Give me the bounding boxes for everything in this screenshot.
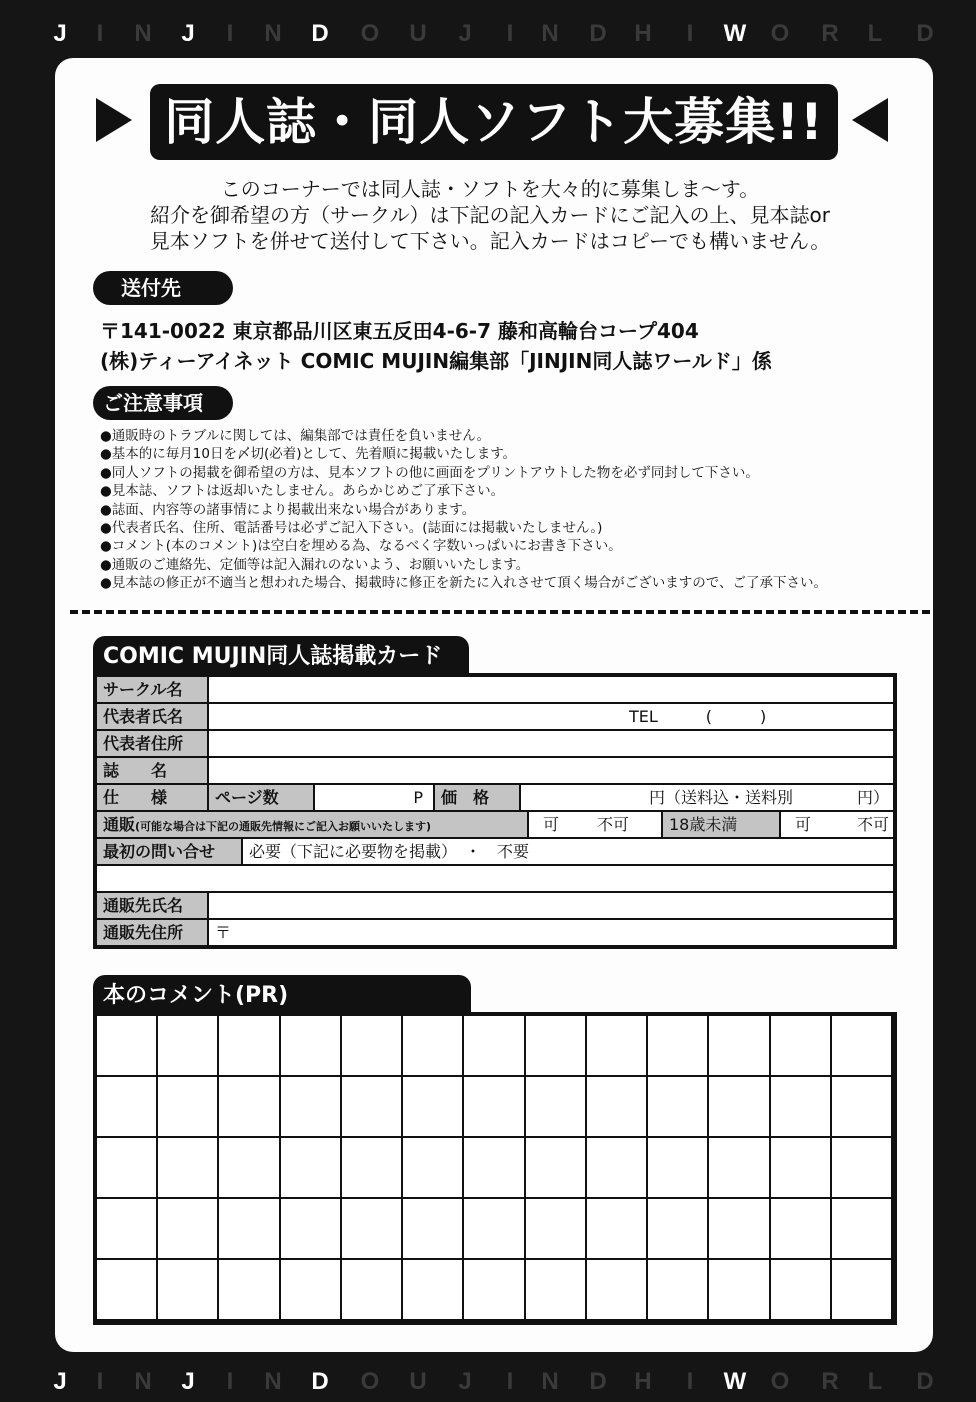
comment-cell[interactable] <box>97 1016 158 1077</box>
comment-cell[interactable] <box>158 1260 219 1321</box>
comment-cell[interactable] <box>832 1077 893 1138</box>
label-circle: サークル名 <box>97 677 209 702</box>
comment-cell[interactable] <box>832 1199 893 1260</box>
band-letter: N <box>264 20 282 47</box>
triangle-left-icon <box>852 98 888 142</box>
comment-cell[interactable] <box>219 1199 280 1260</box>
band-letter: I <box>686 1368 694 1395</box>
comment-cell[interactable] <box>709 1260 770 1321</box>
band-letter: O <box>360 1368 380 1395</box>
comment-grid[interactable] <box>93 1012 897 1325</box>
comment-cell[interactable] <box>648 1077 709 1138</box>
band-letter: O <box>770 1368 790 1395</box>
card-title: COMIC MUJIN同人誌掲載カード <box>93 636 469 676</box>
band-letter: I <box>96 1368 104 1395</box>
price-field[interactable]: 円（送料込・送料別 円） <box>648 788 889 807</box>
comment-cell[interactable] <box>158 1016 219 1077</box>
band-letter: D <box>311 20 329 47</box>
band-letter: N <box>541 1368 559 1395</box>
comment-cell[interactable] <box>648 1016 709 1077</box>
band-letter: I <box>226 1368 234 1395</box>
comment-cell[interactable] <box>97 1077 158 1138</box>
comment-cell[interactable] <box>464 1199 525 1260</box>
band-letter: N <box>134 1368 152 1395</box>
comment-cell[interactable] <box>648 1199 709 1260</box>
comment-cell[interactable] <box>464 1016 525 1077</box>
comment-cell[interactable] <box>648 1260 709 1321</box>
band-letter: L <box>867 20 883 47</box>
comment-cell[interactable] <box>526 1260 587 1321</box>
comment-cell[interactable] <box>342 1199 403 1260</box>
band-letter: H <box>634 1368 652 1395</box>
band-letter: R <box>821 1368 839 1395</box>
band-letter: I <box>96 20 104 47</box>
note-item: ●通販時のトラブルに関しては、編集部では責任を負いません。 <box>100 428 491 444</box>
band-letter: J <box>181 1368 195 1395</box>
intro-line: 紹介を御希望の方（サークル）は下記の記入カードにご記入の上、見本誌or <box>150 203 830 227</box>
pages-field[interactable]: P <box>315 785 435 810</box>
label-under-18: 18歳未満 <box>663 812 781 837</box>
ship-name-field[interactable] <box>209 893 893 918</box>
band-letter: O <box>360 20 380 47</box>
circle-field[interactable] <box>209 677 893 702</box>
comment-cell[interactable] <box>709 1077 770 1138</box>
band-letter: H <box>634 20 652 47</box>
address-line: 〒141-0022 東京都品川区東五反田4-6-7 藤和高輪台コープ404 <box>100 319 699 343</box>
comment-cell[interactable] <box>219 1077 280 1138</box>
label-rep-name: 代表者氏名 <box>97 704 209 729</box>
note-item: ●見本誌の修正が不適当と想われた場合、掲載時に修正を新たに入れさせて頂く場合がございますので、ご了承下さい。 <box>100 575 828 592</box>
mail-label: 通販 <box>103 815 136 834</box>
label-inquiry: 最初の問い合せ <box>97 839 243 864</box>
note-item: ●通販のご連絡先、定価等は記入漏れのないよう、お願いいたします。 <box>100 556 530 573</box>
comment-cell[interactable] <box>771 1016 832 1077</box>
rep-name-field[interactable]: TEL ( ) <box>629 707 767 726</box>
band-letter: W <box>723 20 747 47</box>
comment-cell[interactable] <box>403 1199 464 1260</box>
inquiry-detail-field[interactable] <box>97 866 893 891</box>
ng-option: 不可 <box>597 815 630 834</box>
comment-cell[interactable] <box>526 1016 587 1077</box>
band-letter: D <box>916 20 934 47</box>
header-letter-band <box>0 14 976 54</box>
comment-cell[interactable] <box>281 1138 342 1199</box>
band-letter: D <box>589 20 607 47</box>
comment-cell[interactable] <box>342 1138 403 1199</box>
band-letter: I <box>686 20 694 47</box>
comment-cell[interactable] <box>464 1138 525 1199</box>
band-letter: D <box>589 1368 607 1395</box>
band-letter: J <box>53 1368 67 1395</box>
book-field[interactable] <box>209 758 893 783</box>
comment-cell[interactable] <box>281 1260 342 1321</box>
page-title: 同人誌・同人ソフト大募集!! <box>150 84 838 160</box>
comment-cell[interactable] <box>587 1199 648 1260</box>
comment-cell[interactable] <box>158 1199 219 1260</box>
comment-cell[interactable] <box>709 1199 770 1260</box>
band-letter: J <box>181 20 195 47</box>
comment-title: 本のコメント(PR) <box>93 975 471 1015</box>
label-price: 価 格 <box>435 785 521 810</box>
note-item: ●コメント(本のコメント)は空白を埋める為、なるべく字数いっぱいにお書き下さい。 <box>100 538 622 555</box>
band-letter: I <box>506 1368 514 1395</box>
comment-cell[interactable] <box>648 1138 709 1199</box>
band-letter: D <box>916 1368 934 1395</box>
band-letter: W <box>723 1368 747 1395</box>
label-spec: 仕 様 <box>97 785 209 810</box>
intro-text <box>100 176 880 254</box>
band-letter: J <box>53 20 67 47</box>
band-letter: N <box>264 1368 282 1395</box>
comment-cell[interactable] <box>403 1138 464 1199</box>
comment-cell[interactable] <box>771 1260 832 1321</box>
ship-address-field[interactable]: 〒 <box>215 923 232 942</box>
comment-cell[interactable] <box>587 1138 648 1199</box>
under-18-option[interactable] <box>781 812 893 837</box>
band-letter: J <box>458 1368 472 1395</box>
band-letter: N <box>541 20 559 47</box>
band-letter: D <box>311 1368 329 1395</box>
ok-option: 可 <box>543 815 560 834</box>
mail-option[interactable] <box>529 812 663 837</box>
comment-cell[interactable] <box>464 1077 525 1138</box>
comment-cell[interactable] <box>281 1016 342 1077</box>
mail-note: (可能な場合は下記の通販先情報にご記入お願いいたします) <box>135 820 432 833</box>
comment-cell[interactable] <box>281 1077 342 1138</box>
note-item: ●基本的に毎月10日を〆切(必着)として、先着順に掲載いたします。 <box>100 446 517 463</box>
comment-cell[interactable] <box>403 1260 464 1321</box>
note-item: ●誌面、内容等の諸事情により掲載出来ない場合があります。 <box>100 501 476 518</box>
recipient-line: (株)ティーアイネット COMIC MUJIN編集部「JINJIN同人誌ワールド」係 <box>100 349 772 373</box>
label-ship-name: 通販先氏名 <box>97 893 209 918</box>
comment-cell[interactable] <box>219 1260 280 1321</box>
comment-cell[interactable] <box>403 1016 464 1077</box>
comment-cell[interactable] <box>97 1199 158 1260</box>
comment-cell[interactable] <box>771 1138 832 1199</box>
band-letter: I <box>506 20 514 47</box>
comment-cell[interactable] <box>97 1260 158 1321</box>
comment-cell[interactable] <box>158 1138 219 1199</box>
comment-cell[interactable] <box>158 1077 219 1138</box>
band-letter: U <box>409 1368 427 1395</box>
label-rep-address: 代表者住所 <box>97 731 209 756</box>
comment-cell[interactable] <box>403 1077 464 1138</box>
footer-letter-band <box>0 1362 976 1402</box>
notes-label: ご注意事項 <box>93 386 233 420</box>
note-item: ●見本誌、ソフトは返却いたしません。あらかじめご了承下さい。 <box>100 483 505 500</box>
comment-cell[interactable] <box>771 1199 832 1260</box>
comment-cell[interactable] <box>587 1077 648 1138</box>
band-letter: L <box>867 1368 883 1395</box>
label-book: 誌 名 <box>97 758 209 783</box>
rep-address-field[interactable] <box>209 731 893 756</box>
note-item: ●代表者氏名、住所、電話番号は必ずご記入下さい。(誌面には掲載いたしません。) <box>100 520 603 537</box>
comment-cell[interactable] <box>832 1138 893 1199</box>
band-letter: O <box>770 20 790 47</box>
label-mail-order <box>97 812 529 837</box>
comment-cell[interactable] <box>526 1199 587 1260</box>
comment-cell[interactable] <box>526 1077 587 1138</box>
label-ship-address: 通販先住所 <box>97 920 209 945</box>
ng-option: 不可 <box>857 815 890 834</box>
comment-cell[interactable] <box>771 1077 832 1138</box>
comment-cell[interactable] <box>464 1260 525 1321</box>
band-letter: J <box>458 20 472 47</box>
band-letter: R <box>821 20 839 47</box>
label-pages: ページ数 <box>209 785 315 810</box>
comment-cell[interactable] <box>342 1077 403 1138</box>
comment-cell[interactable] <box>219 1016 280 1077</box>
entry-card <box>93 673 897 949</box>
band-letter: I <box>226 20 234 47</box>
comment-cell[interactable] <box>587 1260 648 1321</box>
notes-list <box>100 427 827 593</box>
comment-cell[interactable] <box>832 1016 893 1077</box>
intro-line: 見本ソフトを併せて送付して下さい。記入カードはコピーでも構いません。 <box>149 229 831 253</box>
comment-cell[interactable] <box>587 1016 648 1077</box>
comment-cell[interactable] <box>709 1016 770 1077</box>
comment-cell[interactable] <box>526 1138 587 1199</box>
comment-cell[interactable] <box>281 1199 342 1260</box>
intro-line: このコーナーでは同人誌・ソフトを大々的に募集しま～す。 <box>220 177 760 201</box>
comment-cell[interactable] <box>709 1138 770 1199</box>
send-label: 送付先 <box>93 271 233 305</box>
comment-cell[interactable] <box>219 1138 280 1199</box>
comment-cell[interactable] <box>97 1138 158 1199</box>
comment-cell[interactable] <box>342 1260 403 1321</box>
ok-option: 可 <box>795 815 812 834</box>
comment-cell[interactable] <box>342 1016 403 1077</box>
band-letter: U <box>409 20 427 47</box>
note-item: ●同人ソフトの掲載を御希望の方は、見本ソフトの他に画面をプリントアウトした物を必ず同封して下さい。 <box>100 464 759 481</box>
inquiry-field[interactable]: 必要（下記に必要物を掲載） ・ 不要 <box>249 842 530 861</box>
triangle-right-icon <box>96 98 132 142</box>
band-letter: N <box>134 20 152 47</box>
comment-cell[interactable] <box>832 1260 893 1321</box>
cut-line <box>70 610 930 614</box>
